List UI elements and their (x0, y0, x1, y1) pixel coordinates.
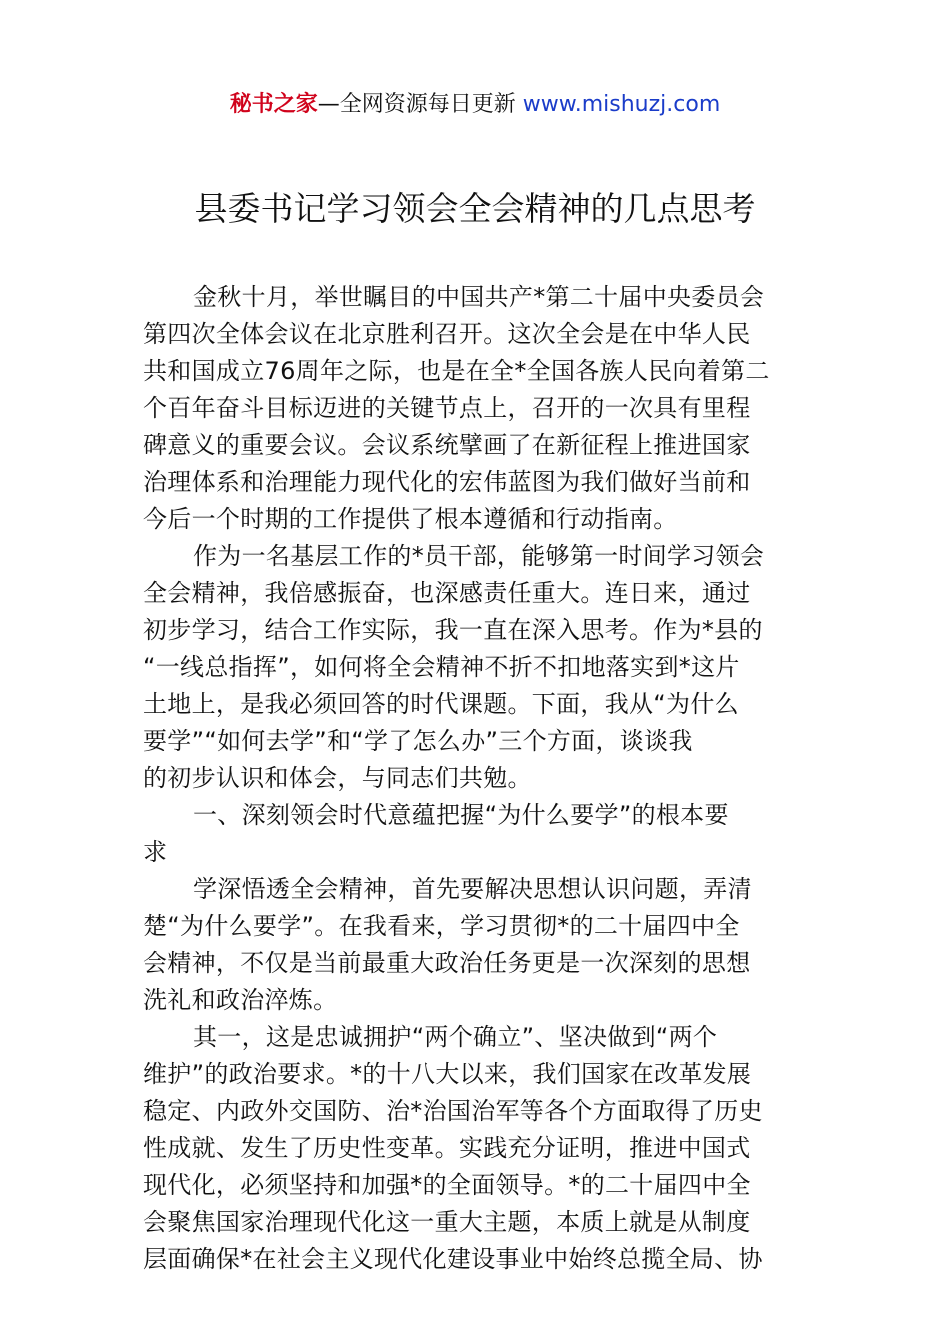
text-line: 学深悟透全会精神，首先要解决思想认识问题，弄清 (193, 875, 752, 903)
site-header (0, 88, 950, 122)
text-line: 全会精神，我倍感振奋，也深感责任重大。连日来，通过 (143, 579, 751, 607)
text-line: 一、深刻领会时代意蕴把握“为什么要学”的根本要 (193, 801, 729, 829)
text-line: 初步学习，结合工作实际，我一直在深入思考。作为*县的 (143, 616, 763, 644)
text-line: 第四次全体会议在北京胜利召开。这次全会是在中华人民 (143, 320, 751, 348)
site-tagline: —全网资源每日更新 (317, 92, 523, 117)
text-line: 今后一个时期的工作提供了根本遵循和行动指南。 (143, 505, 678, 533)
text-line: 土地上，是我必须回答的时代课题。下面，我从“为什么 (143, 690, 739, 718)
text-line: 治理体系和治理能力现代化的宏伟蓝图为我们做好当前和 (143, 468, 751, 496)
text-line: 维护”的政治要求。*的十八大以来，我们国家在改革发展 (143, 1060, 752, 1088)
text-line: 要学”“如何去学”和“学了怎么办”三个方面，谈谈我 (143, 727, 693, 755)
text-line: 金秋十月，举世瞩目的中国共产*第二十届中央委员会 (193, 283, 765, 311)
text-line: 的初步认识和体会，与同志们共勉。 (143, 764, 532, 792)
text-line: 现代化，必须坚持和加强*的全面领导。*的二十届四中全 (143, 1171, 751, 1199)
document-title: 县委书记学习领会全会精神的几点思考 (194, 189, 756, 228)
site-url-link[interactable]: www.mishuzj.com (522, 92, 721, 117)
text-line: 会聚焦国家治理现代化这一重大主题，本质上就是从制度 (143, 1208, 751, 1236)
text-line: 求 (143, 838, 168, 866)
site-brand: 秘书之家 (229, 92, 318, 117)
text-line: 洗礼和政治淬炼。 (143, 986, 338, 1014)
text-line: 个百年奋斗目标迈进的关键节点上，召开的一次具有里程 (143, 394, 751, 422)
text-line: 作为一名基层工作的*员干部，能够第一时间学习领会 (193, 542, 765, 570)
text-line: 性成就、发生了历史性变革。实践充分证明，推进中国式 (143, 1134, 751, 1162)
text-line: 共和国成立76周年之际，也是在全*全国各族人民向着第二 (143, 357, 770, 385)
text-line: 会精神，不仅是当前最重大政治任务更是一次深刻的思想 (143, 949, 751, 977)
text-line: 楚“为什么要学”。在我看来，学习贯彻*的二十届四中全 (143, 912, 740, 940)
text-line: 稳定、内政外交国防、治*治国治军等各个方面取得了历史 (143, 1097, 763, 1125)
document-body (143, 279, 808, 1278)
text-line: 碑意义的重要会议。会议系统擘画了在新征程上推进国家 (143, 431, 751, 459)
text-line: 层面确保*在社会主义现代化建设事业中始终总揽全局、协 (143, 1245, 763, 1273)
text-line: “一线总指挥”，如何将全会精神不折不扣地落实到*这片 (143, 653, 740, 681)
text-line: 其一，这是忠诚拥护“两个确立”、坚决做到“两个 (193, 1023, 718, 1051)
